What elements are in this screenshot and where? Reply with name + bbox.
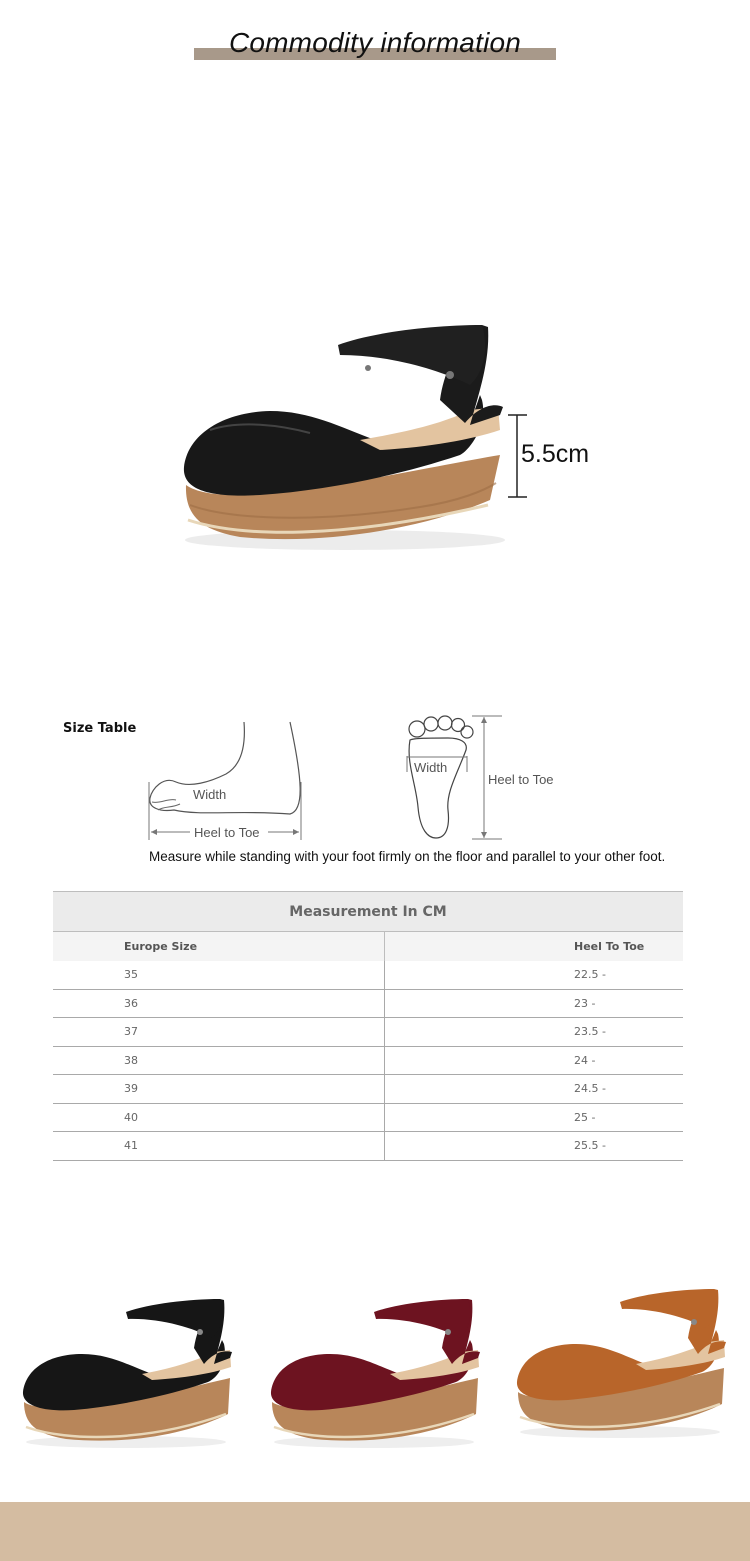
size-cell: 37 [53,1018,385,1047]
length-cell: 22.5 - [385,961,684,989]
size-cell: 39 [53,1075,385,1104]
shoe-variant-wine-red [266,1292,486,1452]
foot-sole-width-label: Width [414,760,448,775]
table-caption: Measurement In CM [53,892,683,932]
table-row [53,1018,683,1047]
length-cell: 25 - [385,1103,684,1132]
table-row [53,1046,683,1075]
foot-side-width-label: Width [193,787,227,802]
length-cell: 23 - [385,989,684,1018]
length-cell: 25.5 - [385,1132,684,1161]
size-cell: 35 [53,961,385,989]
foot-side-heel-to-toe-label: Heel to Toe [194,825,260,840]
heel-height-label: 5.5cm [521,440,590,468]
length-cell: 23.5 - [385,1018,684,1047]
shoe-variant-black [18,1292,238,1452]
color-variants-row [0,1280,750,1460]
page-title: Commodity information [228,27,522,58]
foot-sole-heel-to-toe-label: Heel to Toe [488,772,554,787]
size-cell: 40 [53,1103,385,1132]
size-table [53,891,683,1161]
size-cell: 36 [53,989,385,1018]
col-header-europe-size: Europe Size [53,932,385,962]
length-cell: 24 - [385,1046,684,1075]
col-header-heel-to-toe: Heel To Toe [385,932,684,962]
measure-instructions: Measure while standing with your foot firmly on the floor and parallel to your other foot. [149,849,666,864]
table-row [53,1132,683,1161]
footer-bar [0,1502,750,1561]
size-cell: 41 [53,1132,385,1161]
size-cell: 38 [53,1046,385,1075]
table-row [53,1075,683,1104]
table-row [53,1103,683,1132]
shoe-variant-brown [512,1282,732,1442]
length-cell: 24.5 - [385,1075,684,1104]
table-row [53,961,683,989]
size-table-label: Size Table [63,721,137,736]
table-row [53,989,683,1018]
